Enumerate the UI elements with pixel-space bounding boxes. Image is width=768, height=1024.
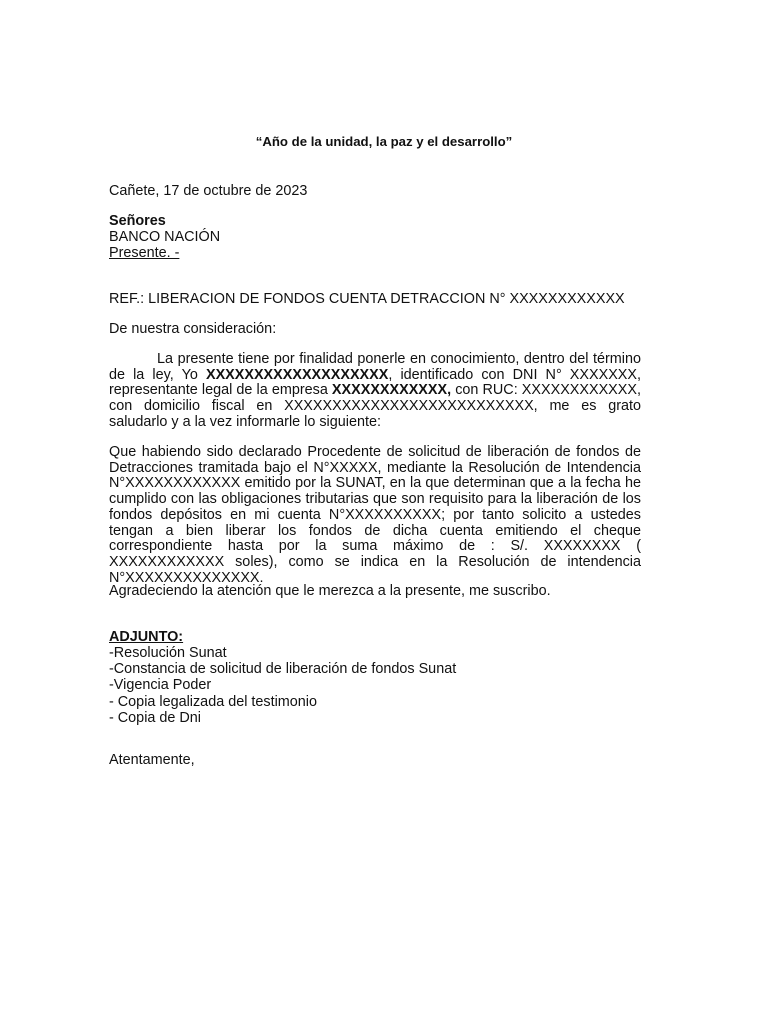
place-date: Cañete, 17 de octubre de 2023 [109, 183, 308, 199]
paragraph-request-text: Que habiendo sido declarado Procedente de solicitud de liberación de fondos de Detracciones tramitada bajo el N°XXXXX, mediante la Resolución de Intendencia N°XXXXXXXXXXXX emitido por la SUNAT, en la que determinan que a la fecha he cumplido con las obligaciones tributarias que son requisito para la liberación de los fondos depósitos en mi cuenta N°XXXXXXXXXX; por tanto solicito a ustedes tengan a bien liberar los fondos de dicha cuenta emitiendo el cheque correspondiente hasta por la suma máximo de : S/. XXXXXXXX ( XXXXXXXXXXXX soles), como se indica en la Resolución de intendencia N°XXXXXXXXXXXXXX. [109, 444, 641, 586]
paragraph-intro-text-2: , identificado con DNI N° XXXXXXX, representante legal de la empresa [109, 366, 641, 399]
recipient-name: BANCO NACIÓN [109, 229, 221, 245]
paragraph-intro [109, 352, 641, 431]
greeting: De nuestra consideración: [109, 321, 277, 337]
attachments-heading: ADJUNTO: [109, 629, 184, 645]
reference-line: REF.: LIBERACION DE FONDOS CUENTA DETRACCION N° XXXXXXXXXXXX [109, 291, 625, 307]
recipient-salutation: Señores [109, 213, 166, 229]
attachment-item: -Constancia de solicitud de liberación de fondos Sunat [109, 661, 457, 678]
attachment-item: - Copia legalizada del testimonio [109, 693, 317, 710]
paragraph-intro-text-1: La presente tiene por finalidad ponerle en conocimiento, dentro del término de la ley, Yo [109, 351, 641, 383]
paragraph-intro-text-3: con RUC: XXXXXXXXXXXX, con domicilio fiscal en XXXXXXXXXXXXXXXXXXXXXXXXXX, me es grato saludarlo y a la vez informarle lo siguiente: [109, 382, 641, 430]
recipient-block [109, 213, 641, 261]
paragraph-request [109, 445, 641, 586]
attachments-block [109, 629, 641, 726]
representative-name: XXXXXXXXXXXXXXXXXXX [205, 366, 389, 383]
attachments-list [109, 645, 641, 726]
attachment-item: - Copia de Dni [109, 709, 201, 726]
year-motto: “Año de la unidad, la paz y el desarrollo” [255, 134, 513, 149]
recipient-presente: Presente. - [109, 245, 180, 261]
company-name: XXXXXXXXXXXX, [331, 382, 452, 399]
attachment-item: -Resolución Sunat [109, 645, 227, 661]
closing-line: Agradeciendo la atención que le merezca a la presente, me suscribo. [109, 583, 551, 599]
attachment-item: -Vigencia Poder [109, 677, 212, 694]
signoff: Atentamente, [109, 752, 195, 768]
